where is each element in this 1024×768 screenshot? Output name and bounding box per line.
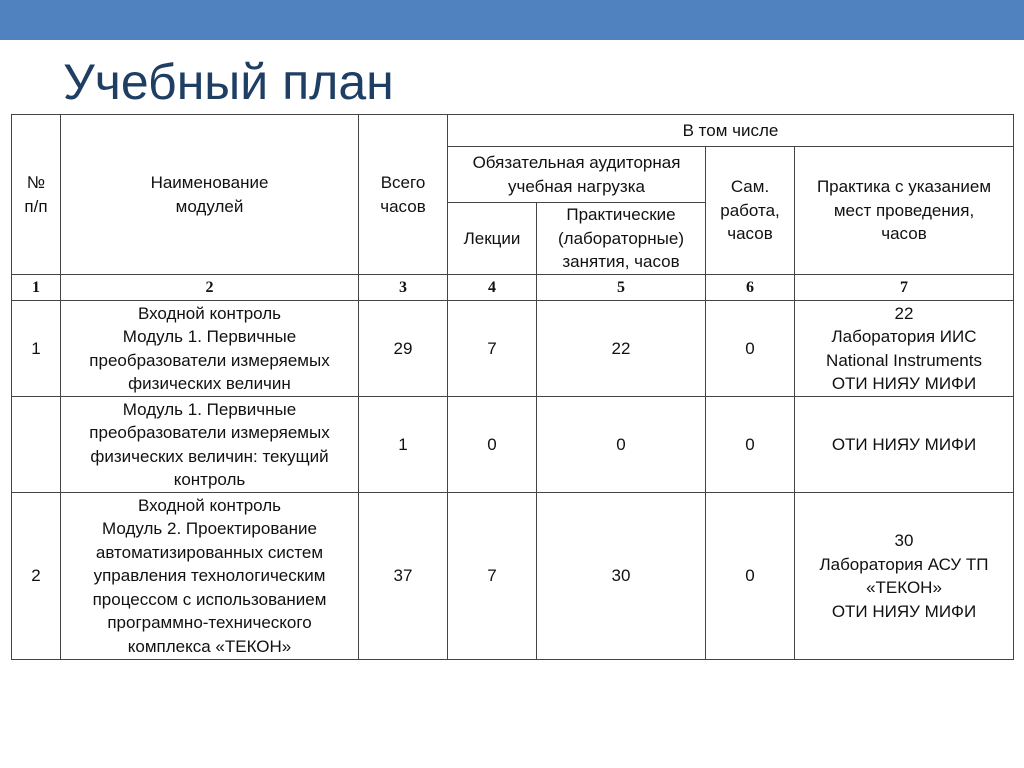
lecture-hours: 7 [448,301,537,397]
practice-info: 22 Лаборатория ИИС National Instruments ОТИ НИЯУ МИФИ [795,301,1014,397]
table-row [12,301,1014,397]
self-work-hours: 0 [706,397,795,493]
column-number-row [12,275,1014,301]
header-practice: Практика с указанием мест проведения, часов [795,147,1014,275]
column-number: 6 [706,275,795,301]
self-work-hours: 0 [706,493,795,660]
row-number [12,397,61,493]
practical-hours: 22 [537,301,706,397]
top-banner [0,0,1024,40]
header-lectures: Лекции [448,203,537,275]
practical-hours: 0 [537,397,706,493]
row-number: 2 [12,493,61,660]
header-module-name: Наименование модулей [61,115,359,275]
lecture-hours: 0 [448,397,537,493]
total-hours: 29 [359,301,448,397]
slide-title: Учебный план [63,54,394,110]
header-mandatory-load: Обязательная аудиторная учебная нагрузка [448,147,706,203]
header-number: № п/п [12,115,61,275]
column-number: 4 [448,275,537,301]
total-hours: 37 [359,493,448,660]
module-name: Входной контроль Модуль 2. Проектирование автоматизированных систем управления технологическим процессом с использованием программно-технического комплекса «ТЕКОН» [61,493,359,660]
row-number: 1 [12,301,61,397]
module-name: Входной контроль Модуль 1. Первичные преобразователи измеряемых физических величин [61,301,359,397]
curriculum-table [11,114,1014,660]
practice-info: 30 Лаборатория АСУ ТП «ТЕКОН» ОТИ НИЯУ МИФИ [795,493,1014,660]
practical-hours: 30 [537,493,706,660]
header-including: В том числе [448,115,1014,147]
header-practical: Практические (лабораторные) занятия, часов [537,203,706,275]
column-number: 2 [61,275,359,301]
column-number: 1 [12,275,61,301]
column-number: 5 [537,275,706,301]
table-row [12,493,1014,660]
total-hours: 1 [359,397,448,493]
lecture-hours: 7 [448,493,537,660]
module-name: Модуль 1. Первичные преобразователи измеряемых физических величин: текущий контроль [61,397,359,493]
column-number: 3 [359,275,448,301]
column-number: 7 [795,275,1014,301]
self-work-hours: 0 [706,301,795,397]
header-self-work: Сам. работа, часов [706,147,795,275]
header-total-hours: Всего часов [359,115,448,275]
table-row [12,397,1014,493]
practice-info: ОТИ НИЯУ МИФИ [795,397,1014,493]
